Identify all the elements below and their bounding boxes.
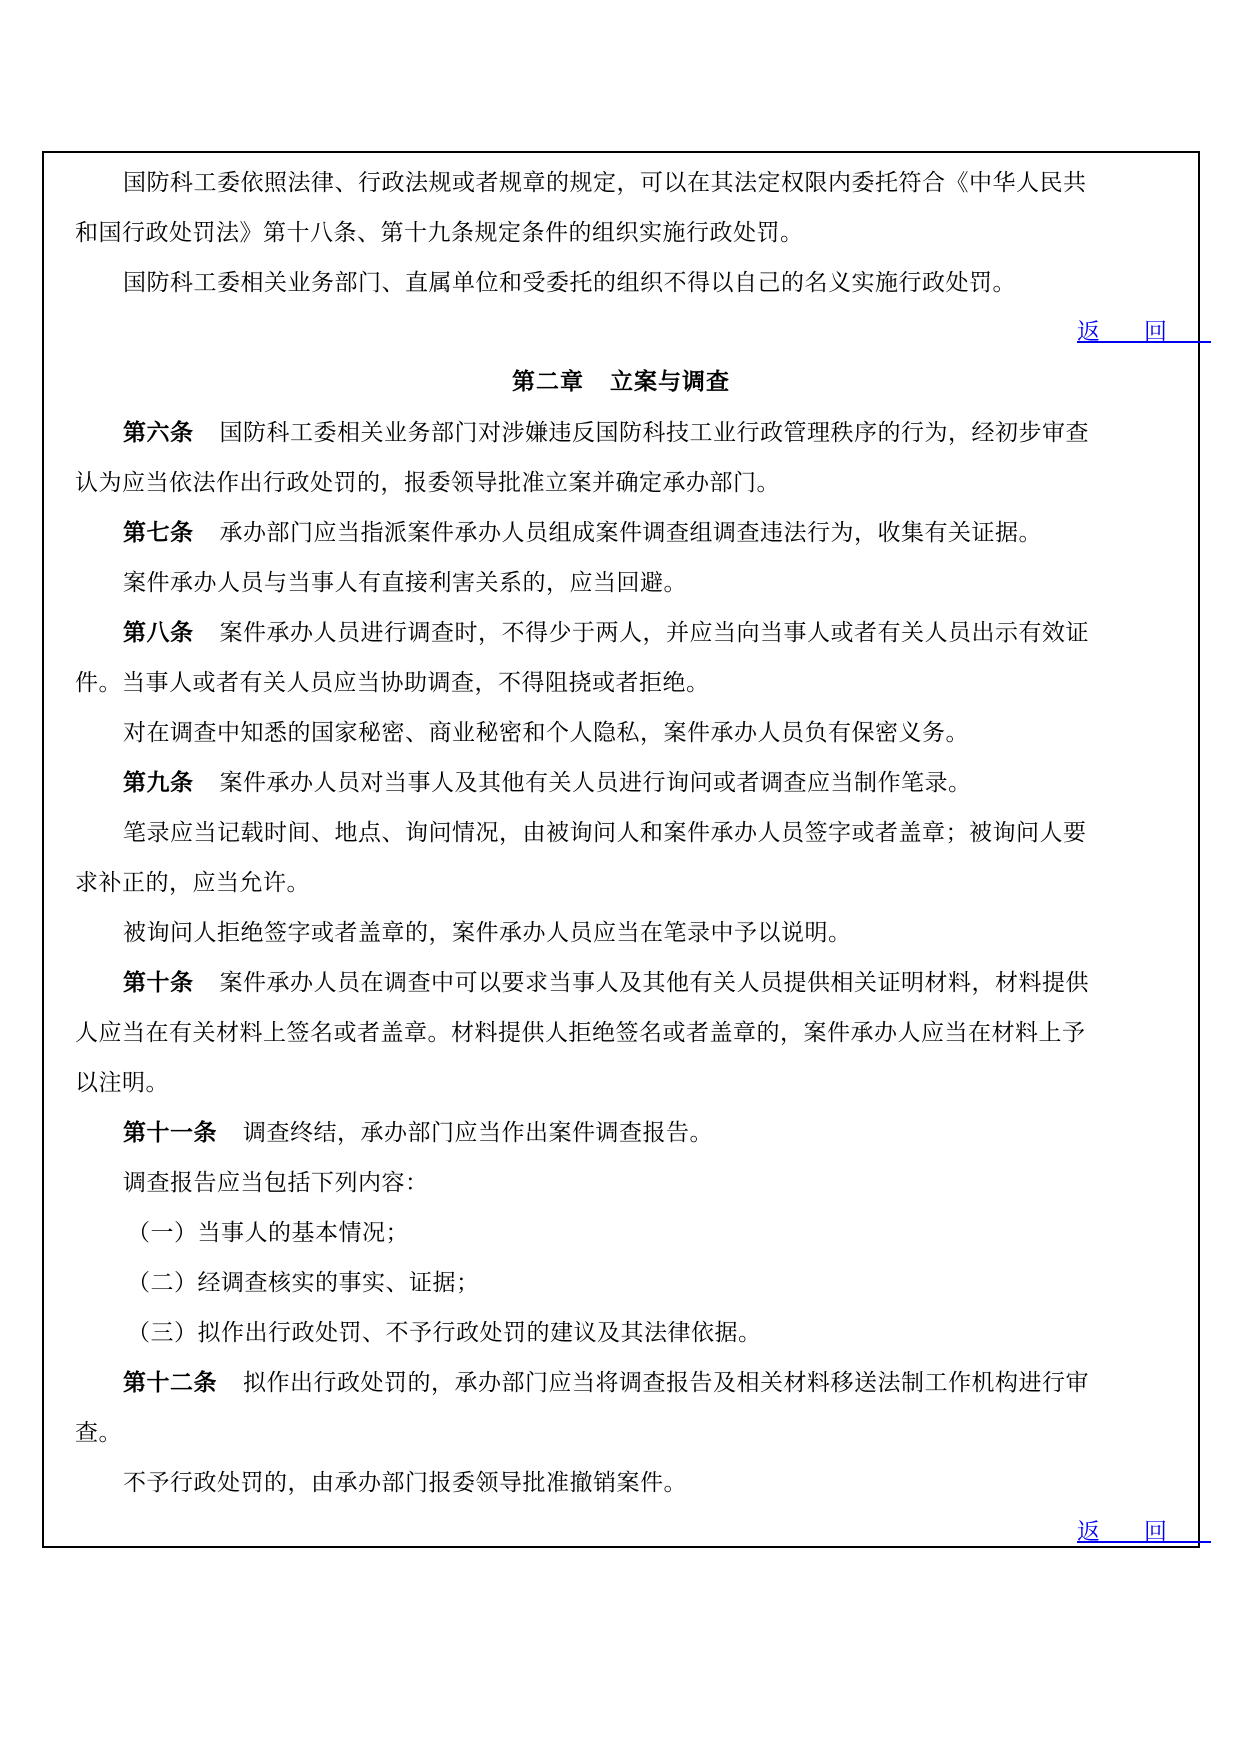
article-8 [75,608,1167,658]
article-text: 国防科工委相关业务部门对涉嫌违反国防科技工业行政管理秩序的行为，经初步审查 [219,420,1089,446]
paragraph-line: 以注明。 [75,1070,169,1096]
article-text: 调查终结，承办部门应当作出案件调查报告。 [243,1120,713,1146]
article-label: 第六条 [123,419,194,446]
chapter-number: 第二章 [512,368,584,395]
article-text: 案件承办人员在调查中可以要求当事人及其他有关人员提供相关证明材料，材料提供 [219,970,1089,996]
paragraph-line: 调查报告应当包括下列内容： [123,1170,429,1196]
paragraph-line: 求补正的，应当允许。 [75,870,310,896]
article-text: 案件承办人员进行调查时，不得少于两人，并应当向当事人或者有关人员出示有效证 [219,620,1089,646]
paragraph-line: 件。当事人或者有关人员应当协助调查，不得阻挠或者拒绝。 [75,670,710,696]
article-label: 第九条 [123,769,194,796]
paragraph-line: 和国行政处罚法》第十八条、第十九条规定条件的组织实施行政处罚。 [75,220,804,246]
paragraph-line: 国防科工委相关业务部门、直属单位和受委托的组织不得以自己的名义实施行政处罚。 [123,270,1016,296]
list-item: （二）经调查核实的事实、证据； [127,1270,480,1296]
paragraph-line: 人应当在有关材料上签名或者盖章。材料提供人拒绝签名或者盖章的，案件承办人应当在材料上予 [75,1020,1086,1046]
list-item: （一）当事人的基本情况； [127,1220,409,1246]
article-label: 第十条 [123,969,194,996]
paragraph-line: 查。 [75,1420,122,1446]
article-7 [75,508,1167,558]
article-12 [75,1358,1167,1408]
chapter-title: 立案与调查 [610,368,730,395]
article-10 [75,958,1167,1008]
paragraph-line: 不予行政处罚的，由承办部门报委领导批准撤销案件。 [123,1470,687,1496]
paragraph-line: 案件承办人员与当事人有直接利害关系的，应当回避。 [123,570,687,596]
return-row-2 [75,1508,1211,1556]
paragraph-line: 笔录应当记载时间、地点、询问情况，由被询问人和案件承办人员签字或者盖章；被询问人要 [123,820,1087,846]
paragraph-line: 国防科工委依照法律、行政法规或者规章的规定，可以在其法定权限内委托符合《中华人民共 [123,170,1087,196]
article-label: 第十一条 [123,1119,217,1146]
article-6 [75,408,1167,458]
paragraph-line: 被询问人拒绝签字或者盖章的，案件承办人员应当在笔录中予以说明。 [123,920,852,946]
article-9 [75,758,1167,808]
list-item: （三）拟作出行政处罚、不予行政处罚的建议及其法律依据。 [127,1320,762,1346]
return-link[interactable]: 返回 [1077,319,1211,345]
article-text: 案件承办人员对当事人及其他有关人员进行询问或者调查应当制作笔录。 [219,770,972,796]
article-11 [75,1108,1167,1158]
return-row-1 [75,308,1211,356]
paragraph-line: 对在调查中知悉的国家秘密、商业秘密和个人隐私，案件承办人员负有保密义务。 [123,720,969,746]
article-label: 第七条 [123,519,194,546]
return-link[interactable]: 返回 [1077,1519,1211,1545]
chapter-heading [75,356,1167,408]
paragraph-line: 认为应当依法作出行政处罚的，报委领导批准立案并确定承办部门。 [75,470,780,496]
article-text: 承办部门应当指派案件承办人员组成案件调查组调查违法行为，收集有关证据。 [219,520,1042,546]
article-label: 第十二条 [123,1369,217,1396]
document-content [75,158,1211,1556]
article-text: 拟作出行政处罚的，承办部门应当将调查报告及相关材料移送法制工作机构进行审 [243,1370,1089,1396]
article-label: 第八条 [123,619,194,646]
